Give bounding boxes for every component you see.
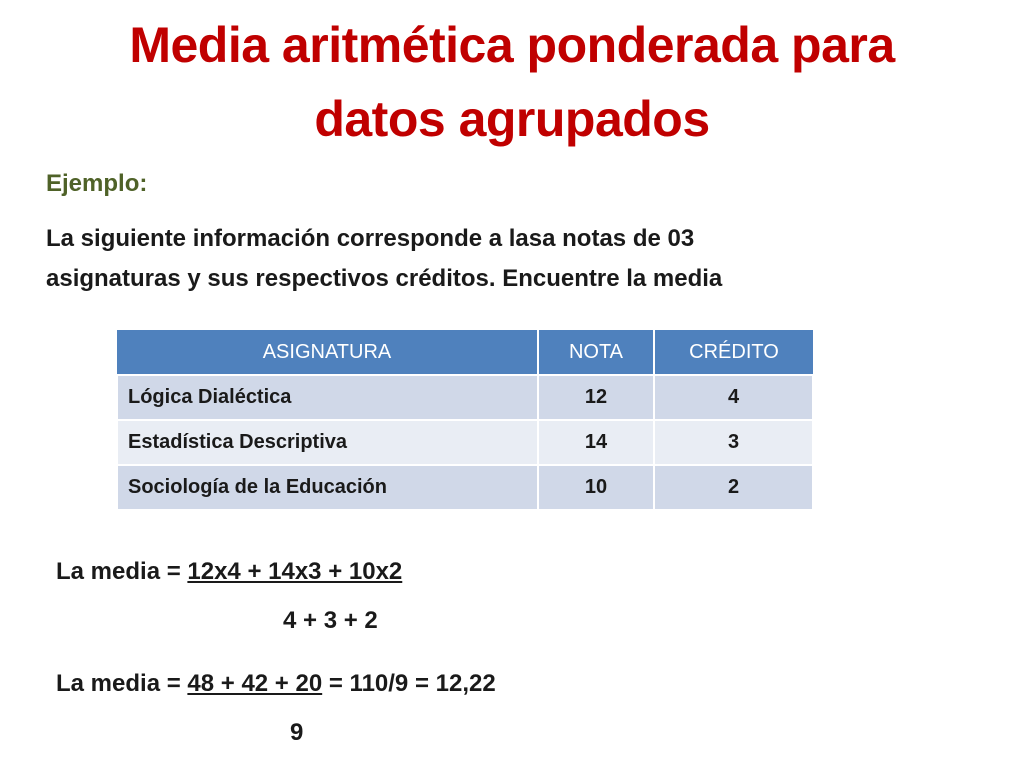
slide-title: [0, 8, 1024, 156]
cell-credito: 2: [654, 465, 813, 510]
problem-statement-line1: La siguiente información corresponde a lasa notas de 03: [46, 225, 695, 252]
formula2-numerator: 48 + 42 + 20: [187, 670, 323, 697]
cell-asignatura: Estadística Descriptiva: [117, 420, 538, 465]
cell-credito: 4: [654, 375, 813, 420]
cell-credito: 3: [654, 420, 813, 465]
table-row: [117, 375, 813, 420]
table-row: [117, 420, 813, 465]
formula2-result: = 110/9 = 12,22: [322, 670, 496, 697]
formula1-line: [56, 558, 402, 586]
formula1-numerator: 12x4 + 14x3 + 10x2: [187, 558, 403, 585]
formula1-label: La media =: [56, 558, 188, 585]
slide-title-line2: datos agrupados: [314, 91, 710, 147]
formula2-denominator: 9: [290, 719, 304, 746]
formula2-label: La media =: [56, 670, 188, 697]
formula2-line: [56, 670, 496, 698]
cell-asignatura: Sociología de la Educación: [117, 465, 538, 510]
formula1-denominator: 4 + 3 + 2: [283, 607, 378, 634]
cell-nota: 14: [538, 420, 654, 465]
header-credito: CRÉDITO: [654, 330, 813, 375]
header-nota: NOTA: [538, 330, 654, 375]
problem-statement-line2: asignaturas y sus respectivos créditos. Encuentre la media: [46, 265, 723, 292]
cell-nota: 10: [538, 465, 654, 510]
table-row: [117, 465, 813, 510]
header-asignatura: ASIGNATURA: [117, 330, 538, 375]
cell-asignatura: Lógica Dialéctica: [117, 375, 538, 420]
table-header-row: [117, 330, 813, 375]
grades-table: [116, 330, 814, 511]
example-heading: Ejemplo:: [46, 170, 148, 197]
slide-title-line1: Media aritmética ponderada para: [129, 17, 895, 73]
cell-nota: 12: [538, 375, 654, 420]
problem-statement: [46, 219, 946, 299]
